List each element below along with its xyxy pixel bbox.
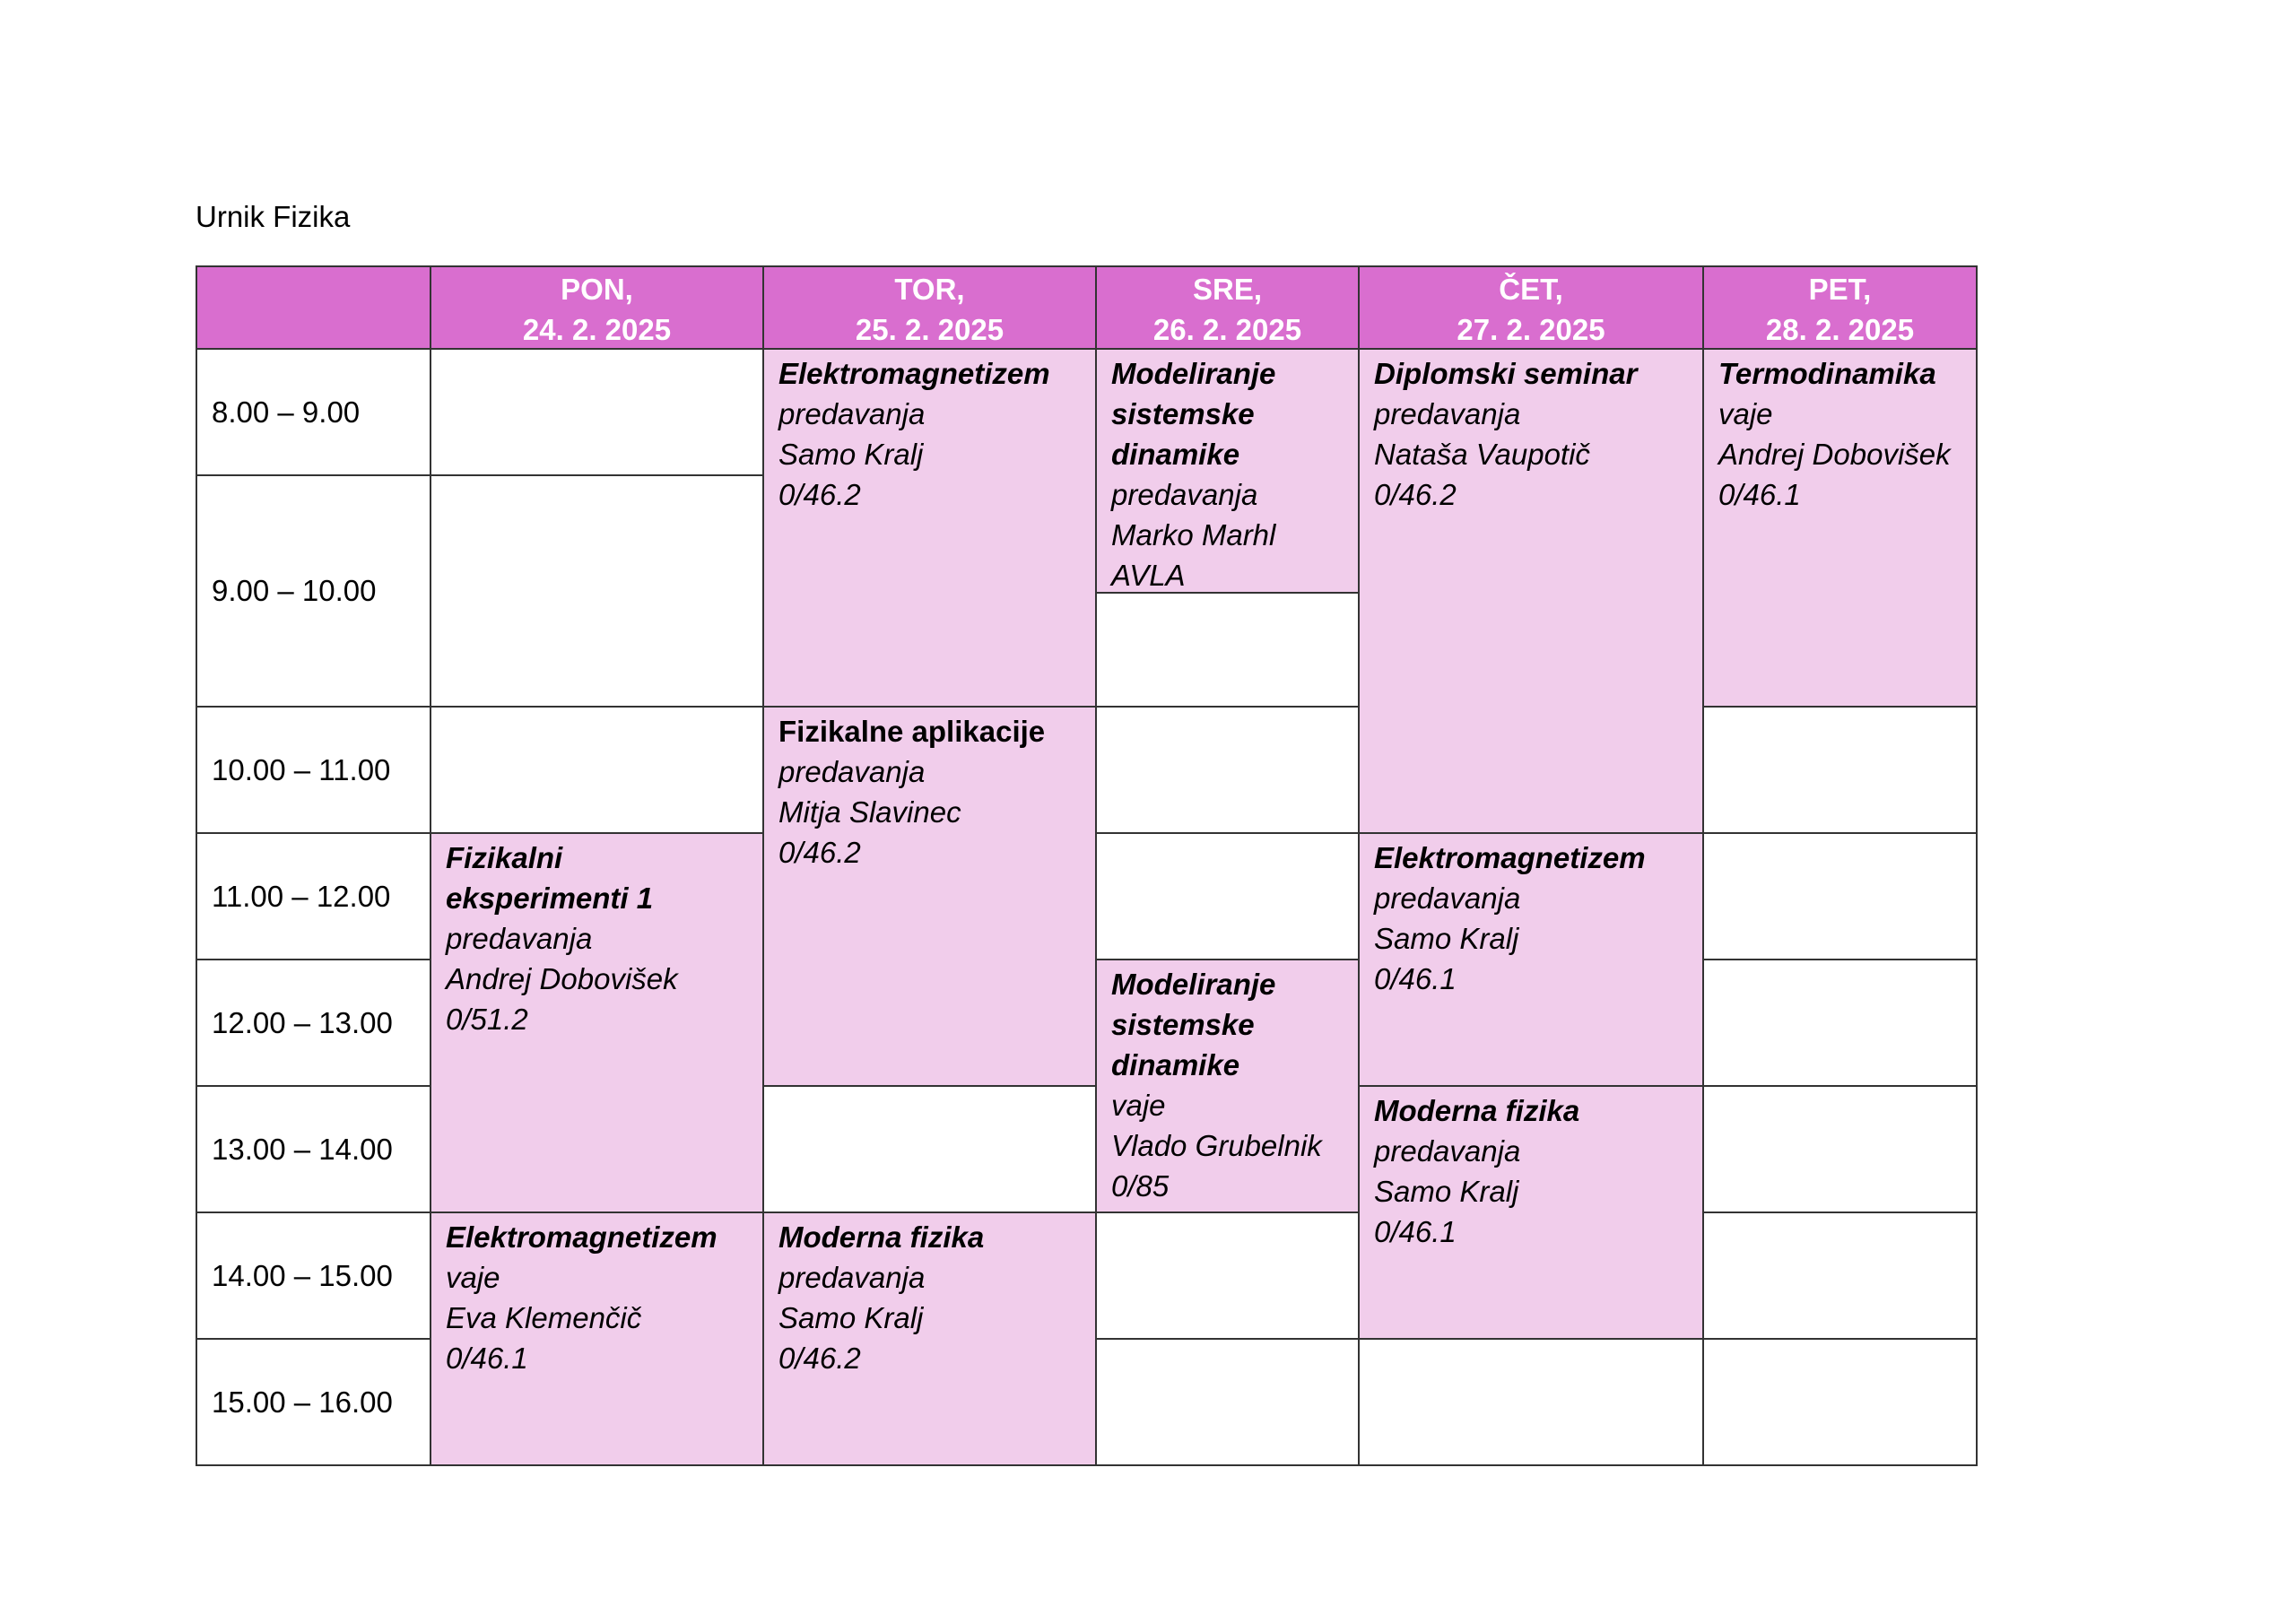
day-date: 25. 2. 2025	[855, 313, 1004, 346]
event-subject: Modeliranje sistemske dinamike	[1111, 968, 1276, 1081]
event-room: 0/46.1	[446, 1342, 528, 1375]
event-subject: Moderna fizika	[778, 1220, 985, 1254]
event-tor-elektromagnetizem[interactable]	[762, 348, 1097, 708]
event-lecturer: Andrej Dobovišek	[446, 962, 678, 995]
day-name: PET,	[1808, 273, 1872, 306]
day-date: 27. 2. 2025	[1457, 313, 1605, 346]
event-room: AVLA	[1111, 559, 1186, 592]
event-sre-modeliranje-vaje[interactable]	[1095, 959, 1360, 1213]
event-room: 0/46.2	[778, 1342, 861, 1375]
empty-slot	[1702, 706, 1978, 834]
event-subject: Termodinamika	[1718, 357, 1936, 390]
event-lecturer: Vlado Grubelnik	[1111, 1129, 1322, 1162]
event-cet-diplomski-seminar[interactable]	[1358, 348, 1704, 834]
event-room: 0/46.2	[778, 836, 861, 869]
empty-slot	[1702, 959, 1978, 1087]
empty-slot	[1095, 1211, 1360, 1340]
event-room: 0/46.1	[1374, 962, 1457, 995]
header-day-tor	[762, 265, 1097, 350]
time-slot: 8.00 – 9.00	[196, 348, 431, 476]
event-subject: Elektromagnetizem	[1374, 841, 1646, 874]
event-tor-moderna-fizika[interactable]	[762, 1211, 1097, 1466]
empty-slot	[1095, 1338, 1360, 1466]
day-name: PON,	[561, 273, 633, 306]
event-lecturer: Nataša Vaupotič	[1374, 438, 1590, 471]
event-pet-termodinamika[interactable]	[1702, 348, 1978, 708]
event-subject: Diplomski seminar	[1374, 357, 1638, 390]
event-cet-elektromagnetizem[interactable]	[1358, 832, 1704, 1087]
day-name: SRE,	[1192, 273, 1263, 306]
time-slot: 15.00 – 16.00	[196, 1338, 431, 1466]
event-type: vaje	[1718, 397, 1773, 430]
event-subject: Elektromagnetizem	[446, 1220, 718, 1254]
time-slot: 11.00 – 12.00	[196, 832, 431, 960]
event-tor-fizikalne-aplikacije[interactable]	[762, 706, 1097, 1087]
event-lecturer: Samo Kralj	[778, 1301, 924, 1334]
event-lecturer: Samo Kralj	[1374, 1175, 1519, 1208]
event-type: predavanja	[778, 755, 926, 788]
event-sre-modeliranje-predavanja[interactable]	[1095, 348, 1360, 594]
event-type: vaje	[446, 1261, 500, 1294]
event-cet-moderna-fizika[interactable]	[1358, 1085, 1704, 1340]
event-type: predavanja	[1374, 1134, 1521, 1168]
empty-slot	[430, 706, 764, 834]
event-lecturer: Andrej Dobovišek	[1718, 438, 1951, 471]
empty-slot	[1095, 706, 1360, 834]
time-slot: 9.00 – 10.00	[196, 474, 431, 708]
header-day-pet	[1702, 265, 1978, 350]
empty-slot	[1702, 1338, 1978, 1466]
event-type: predavanja	[1374, 881, 1521, 915]
event-lecturer: Mitja Slavinec	[778, 795, 961, 829]
event-pon-fizikalni-eksperimenti[interactable]	[430, 832, 764, 1213]
event-pon-elektromagnetizem-vaje[interactable]	[430, 1211, 764, 1466]
event-type: predavanja	[1374, 397, 1521, 430]
time-slot: 12.00 – 13.00	[196, 959, 431, 1087]
day-name: TOR,	[894, 273, 965, 306]
day-date: 24. 2. 2025	[522, 313, 672, 346]
empty-slot	[1702, 832, 1978, 960]
event-lecturer: Marko Marhl	[1111, 518, 1276, 551]
header-day-cet	[1358, 265, 1704, 350]
event-room: 0/46.1	[1374, 1215, 1457, 1248]
event-subject: Fizikalne aplikacije	[778, 715, 1046, 748]
empty-slot	[430, 474, 764, 708]
event-type: vaje	[1111, 1089, 1166, 1122]
time-slot: 13.00 – 14.00	[196, 1085, 431, 1213]
day-date: 28. 2. 2025	[1765, 313, 1915, 346]
event-subject: Moderna fizika	[1374, 1094, 1580, 1127]
event-type: predavanja	[778, 1261, 926, 1294]
empty-slot	[1095, 592, 1360, 708]
event-subject: Elektromagnetizem	[778, 357, 1050, 390]
event-room: 0/46.2	[1374, 478, 1457, 511]
empty-slot	[762, 1085, 1097, 1213]
event-subject: Fizikalni eksperimenti 1	[446, 841, 654, 915]
event-lecturer: Samo Kralj	[1374, 922, 1519, 955]
header-day-sre	[1095, 265, 1360, 350]
event-type: predavanja	[778, 397, 926, 430]
empty-slot	[1095, 832, 1360, 960]
empty-slot	[1358, 1338, 1704, 1466]
event-room: 0/46.2	[778, 478, 861, 511]
event-room: 0/51.2	[446, 1003, 528, 1036]
event-lecturer: Samo Kralj	[778, 438, 924, 471]
event-type: predavanja	[1111, 478, 1258, 511]
time-slot: 14.00 – 15.00	[196, 1211, 431, 1340]
event-room: 0/85	[1111, 1169, 1170, 1203]
event-type: predavanja	[446, 922, 593, 955]
empty-slot	[1702, 1211, 1978, 1340]
event-subject: Modeliranje sistemske dinamike	[1111, 357, 1276, 471]
header-corner	[196, 265, 431, 350]
empty-slot	[430, 348, 764, 476]
day-date: 26. 2. 2025	[1152, 313, 1302, 346]
time-slot: 10.00 – 11.00	[196, 706, 431, 834]
day-name: ČET,	[1499, 273, 1563, 306]
header-day-pon	[430, 265, 764, 350]
empty-slot	[1702, 1085, 1978, 1213]
event-lecturer: Eva Klemenčič	[446, 1301, 642, 1334]
page-title: Urnik Fizika	[196, 200, 351, 233]
event-room: 0/46.1	[1718, 478, 1801, 511]
